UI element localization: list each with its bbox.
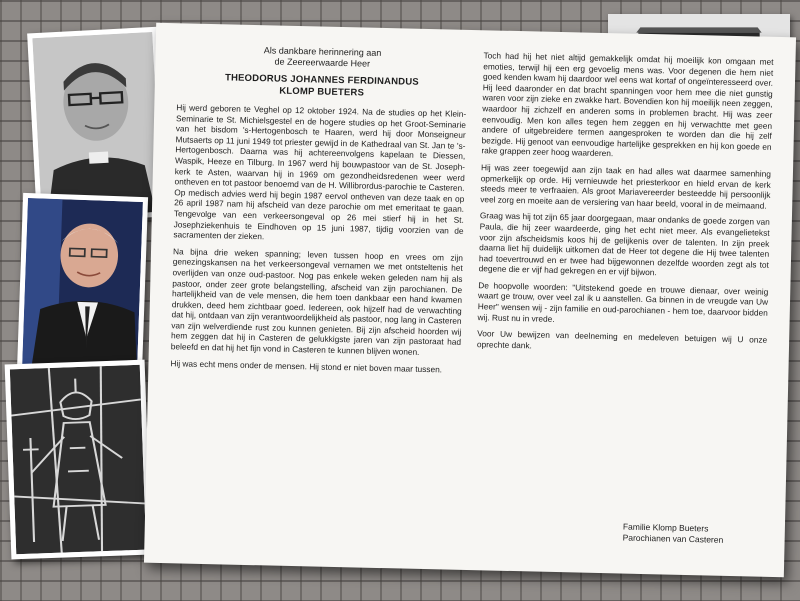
portrait-photo-older [17,193,148,377]
left-column [170,43,467,381]
intro-line-1: Als dankbare herinnering aan [263,45,382,58]
signature-line-1: Familie Klomp Bueters [622,521,709,534]
paragraph-dedication: Hij was zeer toegewijd aan zijn taak en had alles wat daarmee samenhing opmerkelijk op orde. Hij vernieuwde het priesterkoor en hield ervan de kerk steeds meer te verfraaien. Als groot Mariavereerder besteedde hij persoonlijk veel zorg en moeite aan de versiering van haar beeld, vooral in de meimaand. [480,162,772,211]
stained-glass-window-photo [5,360,152,560]
intro-line-2: de Zeereerwaarde Heer [274,56,371,69]
paragraph-biography: Hij werd geboren te Veghel op 12 oktober 1924. Na de studies op het Klein-Seminarie te St. Michielsgestel en de hogere studies op het Groot-Seminarie van het bisdom 's-Hertogenbosch te Haaren, werd hij door Monseigneur Mutsaerts op 11 juni 1949 tot priester gewijd in de Kathedraal van St. Jan te 's-Hertogenbosch. Daarna was hij achtereenvolgens kapelaan te Diessen, Waspik, Heeze en Tilburg. In 1967 werd hij bouwpastoor van de St. Joseph-kerk te Asten, waarvan hij in 1969 om gezondheidsredenen weer werd ontheven en tot pastoor benoemd van de H. Willibrordus-parochie te Casteren. Op medisch advies werd hij begin 1987 eervol ontheven van deze taak en op 26 april 1987 nam hij afscheid van deze parochie om met emeritaat te gaan. Tengevolge van een verkeersongeval op 26 mei stierf hij in het St. Josephziekenhuis te Eindhoven op 15 juni 1987, tijdig voorzien van de sacramenten der zieken. [173,102,467,242]
memorial-card [144,23,796,577]
paragraph-farewell: Na bijna drie weken spanning; leven tussen hoop en vrees om zijn genezingskansen na het verkeersongeval vernamen we met ontsteltenis het overlijden van onze oud-pastoor. Nog pas enkele weken geleden nam hij als pastoor, onder zeer grote belangstelling, afscheid van zijn parochianen. De hartelijkheid van de vele mensen, die hem toen dankbaar een hand kwamen drukken, deed hem zichtbaar goed. Iedereen, ook hijzelf had de verwachting dat hij, ontdaan van zijn verantwoordelijkheid als pastoor, nog lang in Casteren van zijn welverdiende rust zou kunnen genieten. Bij zijn afscheid hoorden wij hem zeggen dat hij in Casteren de gelukkigste jaren van zijn pastoraat had beleefd en dat hij het fijn vond in Casteren te kunnen blijven wonen. [170,245,464,357]
right-column [477,50,774,362]
paragraph-blessing: De hoopvolle woorden: "Uitstekend goede en trouwe dienaar, over weinig waart ge trouw, over veel zal ik u aanstellen. Ga binnen in de vreugde van Uw Heer" wensen wij - zijn familie en oud-parochianen - hem toe, daarvoor bidden wij. Rust nu in vrede. [477,280,769,324]
paragraph-emotions: Toch had hij het niet altijd gemakkelijk omdat hij moeilijk kon omgaan met emoties, terwijl hij een erg gevoelig mens was. Voor degenen die hem niet goed kenden kwam hij daardoor wel eens wat kortaf of ongeïnteresseerd over. Hij leed daaronder en dat bracht spanningen voor hem mee die niet gunstig waren voor zijn zieke en zwakke hart. Bovendien kon hij moeilijk neen zeggen, waardoor hij zichzelf en anderen soms in problemen bracht. Hij was zeer eenvoudig. Men kon alles tegen hem zeggen en hij verwachtte met geen andere of uitgebreidere termen aangesproken te worden dan die hij zelf bezigde. Hij genoot van eenvoudige hartelijke gesprekken en hij kon goede en rake grappen zeer hoog waarderen. [481,50,774,159]
signature [623,522,724,546]
signature-line-2: Parochianen van Casteren [622,532,724,545]
paragraph-character: Hij was echt mens onder de mensen. Hij stond er niet boven maar tussen. [170,357,443,375]
name-line-1: THEODORUS JOHANNES FERDINANDUS [224,72,420,88]
closing-thanks: Voor Uw bewijzen van deelneming en medeleven betuigen wij U onze oprechte dank. [476,328,768,351]
deceased-name [177,71,467,101]
paragraph-talents: Graag was hij tot zijn 65 jaar doorgegaan, maar ondanks de goede zorgen van Paula, die hij zeer waardeerde, ging het echt niet meer. Als evangelietekst voor zijn afscheidsmis koos hij de gelijkenis over de talenten. In zijn preek daarna liet hij duidelijk uitkomen dat de Heer tot degene die Hij twee talenten had toevertrouwd en er twee had bijgewonnen dezelfde woorden zegt als tot degene die er vijf had gekregen en er vijf bijwon. [478,210,770,278]
name-line-2: KLOMP BUETERS [279,85,365,99]
intro [177,43,467,72]
